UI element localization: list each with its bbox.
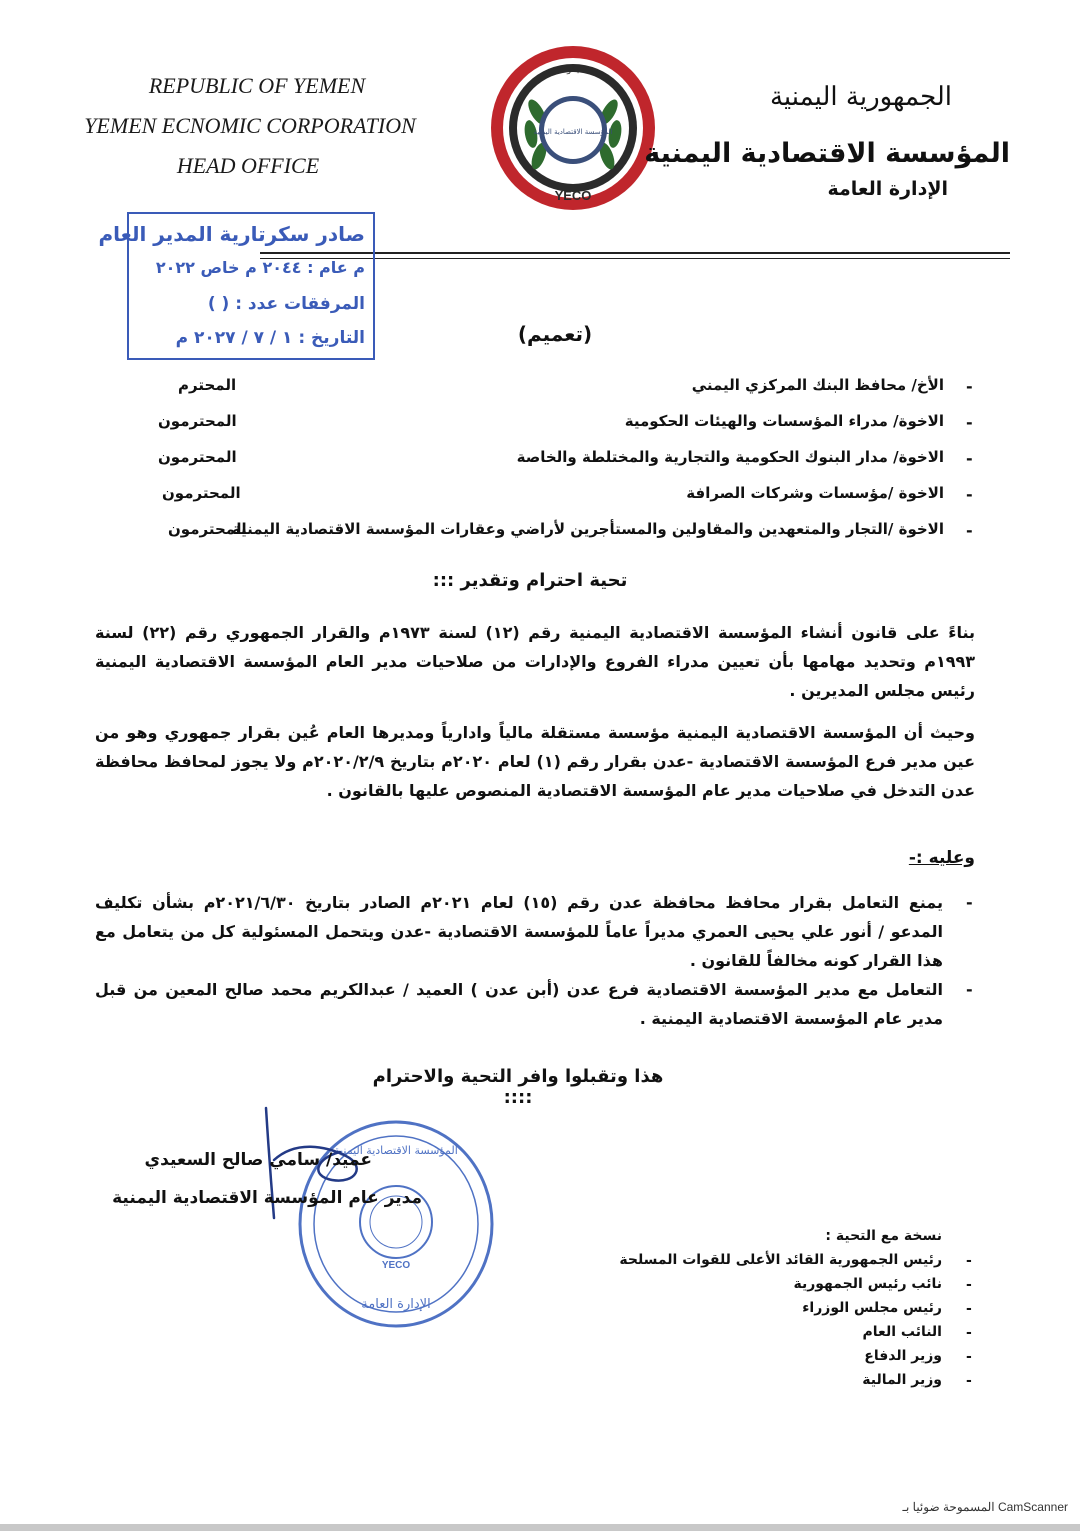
header-ar-line3: الإدارة العامة [827, 178, 948, 200]
bullet-dash: - [966, 485, 973, 504]
logo-text: YECO [554, 188, 592, 203]
bullet-dash: - [966, 1349, 972, 1365]
bullet-dash: - [966, 1277, 972, 1293]
circular-title: (تعميم) [517, 322, 593, 346]
outgoing-stamp [98, 212, 375, 360]
closing-line: هذا وتقبلوا وافر التحية والاحترام :::: [372, 1066, 664, 1108]
addressee-1-respect: المحترم [178, 376, 237, 394]
copy-item-3: رئيس مجلس الوزراء [802, 1300, 942, 1316]
copies-heading: نسخة مع التحية : [825, 1228, 942, 1244]
bullet-dash: - [966, 1325, 972, 1341]
bullet-dash: - [966, 521, 973, 540]
decision-point-1: يمنع التعامل بقرار محافظ محافظة عدن رقم (١٥) لعام ٢٠٢١م الصادر بتاريخ ٢٠٢١/٦/٣٠م بشأن تكليف المدعو / أنور علي يحيى العمري مديراً عاماً للمؤسسة الاقتصادية -عدن ويتحمل المسئولية كل من يتعامل مع هذا القرار كونه مخالفاً للقانون . [95, 893, 944, 970]
addressee-3: الاخوة/ مدار البنوك الحكومية والتجارية والمختلطة والخاصة [516, 448, 944, 466]
addressee-3-respect: المحترمون [158, 448, 237, 466]
addressee-4-respect: المحترمون [162, 484, 241, 502]
copy-item-5: وزير الدفاع [864, 1348, 942, 1364]
header-en-line3: HEAD OFFICE [176, 153, 320, 178]
header-en-line1: REPUBLIC OF YEMEN [148, 73, 366, 98]
signatory-title: مدير عام المؤسسة الاقتصادية اليمنية [112, 1188, 422, 1208]
stamp-line3: المرفقات عدد : ( ) [207, 294, 365, 314]
bullet-dash: - [966, 449, 973, 468]
addressee-1: الأخ/ محافظ البنك المركزي اليمني [691, 376, 944, 394]
copy-item-4: النائب العام [862, 1324, 942, 1340]
header-ar-line2: المؤسسة الاقتصادية اليمنية [644, 138, 1010, 169]
signatory-name: عميد/ سامي صالح السعيدي [144, 1150, 372, 1170]
bullet-dash: - [966, 1301, 972, 1317]
addressee-5-respect: المحترمون [168, 520, 247, 538]
bullet-dash: - [966, 413, 973, 432]
copy-item-6: وزير المالية [862, 1372, 942, 1388]
header-ar-line1: الجمهورية اليمنية [769, 82, 952, 112]
camscanner-watermark: المسموحة ضوئيا بـ CamScanner [902, 1500, 1068, 1514]
logo-top-text: يكو [566, 65, 580, 75]
bullet-dash: - [966, 893, 973, 912]
addressee-4: الاخوة /مؤسسات وشركات الصرافة [686, 484, 944, 502]
scan-edge-bar [0, 1524, 1080, 1531]
addressee-2: الاخوة/ مدراء المؤسسات والهيئات الحكومية [624, 412, 944, 430]
stamp-line1: صادر سكرتارية المدير العام [98, 222, 365, 246]
body-paragraph-2: وحيث أن المؤسسة الاقتصادية اليمنية مؤسسة مستقلة مالياً وادارياً ومديرها العام عُين بقرار جمهوري وهو من عين مدير فرع المؤسسة الاقتصادية -عدن بقرار رقم (١) لعام ٢٠٢٠م بتاريخ ٢٠٢٠/٢/٩م ولا يجوز لمحافظ محافظة عدن التدخل في صلاحيات مدير عام المؤسسة الاقتصادية المنصوص عليها بالقانون . [95, 723, 975, 800]
seal-outer-text: المؤسسة الاقتصادية اليمنية [334, 1144, 458, 1157]
copy-item-1: رئيس الجمهورية القائد الأعلى للقوات المسلحة [619, 1252, 942, 1268]
bullet-dash: - [966, 1373, 972, 1389]
therefore-heading: وعليه :- [908, 848, 975, 868]
greeting: تحية احترام وتقدير ::: [432, 570, 628, 591]
body-paragraph-1: بناءً على قانون أنشاء المؤسسة الاقتصادية اليمنية رقم (١٢) لسنة ١٩٧٣م والقرار الجمهوري رقم (٢٢) لسنة ١٩٩٣م وتحديد مهامها بأن تعيين مدراء الفروع والإدارات من صلاحيات مدير العام المؤسسة الاقتصادية اليمنية رئيس مجلس المديرين . [95, 623, 976, 700]
stamp-line2: م عام : ٢٠٤٤ م خاص ٢٠٢٢ [155, 258, 365, 277]
logo-inner-text: المؤسسة الاقتصادية اليمنية [533, 128, 613, 136]
bullet-dash: - [966, 980, 973, 999]
yeco-logo [487, 42, 659, 214]
decision-point-2: التعامل مع مدير المؤسسة الاقتصادية فرع عدن (أبن عدن ) العميد / عبدالكريم محمد صالح المعين من قبل مدير عام المؤسسة الاقتصادية اليمنية . [95, 980, 943, 1028]
seal-center-text: YECO [381, 1260, 411, 1271]
addressee-5: الاخوة /التجار والمتعهدين والمقاولين والمستأجرين لأراضي وعقارات المؤسسة الاقتصادية اليمنية [231, 520, 944, 538]
stamp-line4: التاريخ : ١ / ٧ / ٢٠٢٧ م [175, 328, 365, 348]
bullet-dash: - [966, 1253, 972, 1269]
seal-bottom-text: الإدارة العامة [361, 1297, 431, 1312]
addressee-2-respect: المحترمون [158, 412, 237, 430]
header-en-line2: YEMEN ECNOMIC CORPORATION [84, 113, 416, 138]
bullet-dash: - [966, 377, 973, 396]
copy-item-2: نائب رئيس الجمهورية [793, 1276, 942, 1292]
